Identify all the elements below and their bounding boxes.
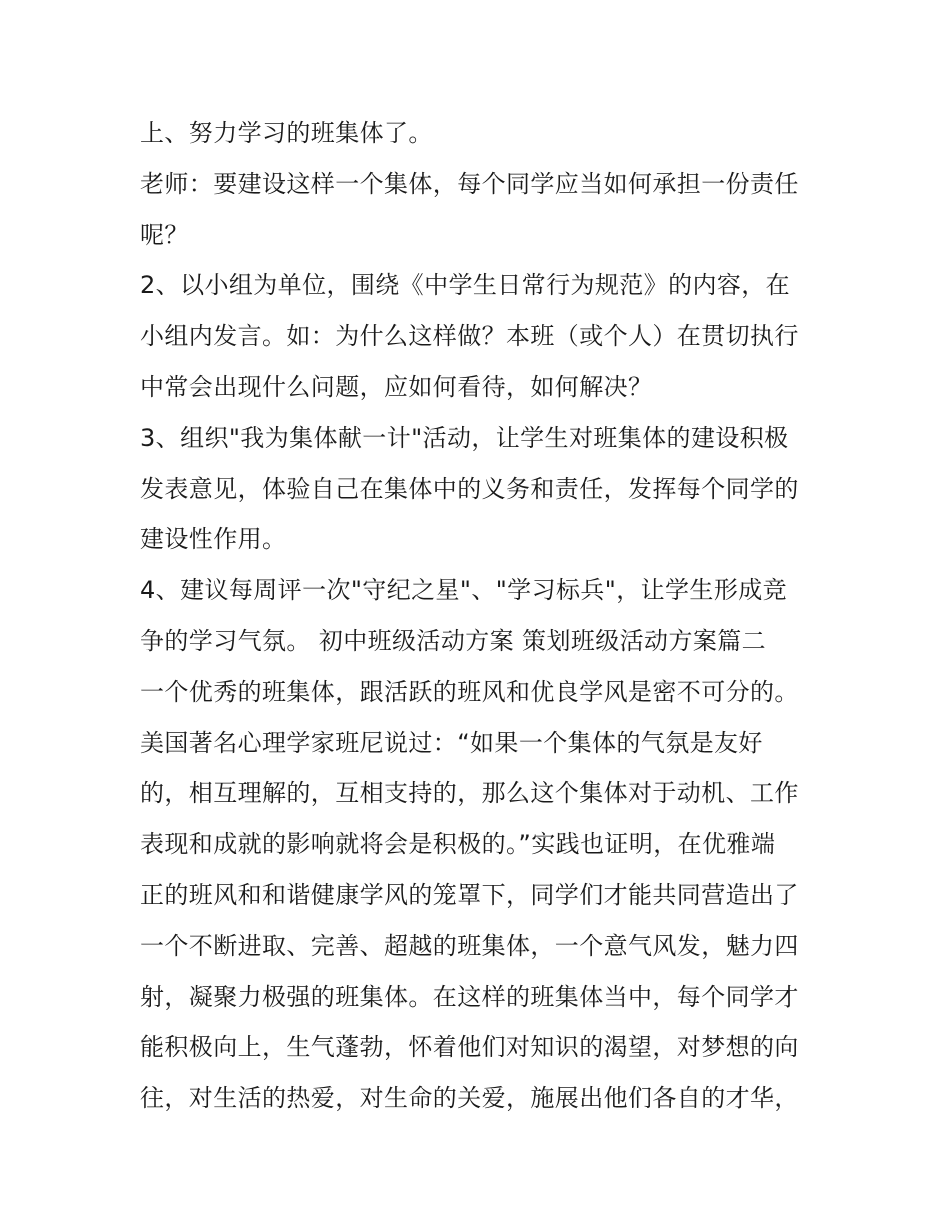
text-line: 老师：要建设这样一个集体，每个同学应当如何承担一份责任 bbox=[140, 169, 799, 198]
text-line: 表现和成就的影响就将会是积极的。”实践也证明，在优雅端 bbox=[140, 830, 776, 859]
text-line: 能积极向上，生气蓬勃，怀着他们对知识的渴望，对梦想的向 bbox=[140, 1033, 799, 1062]
text-line: 正的班风和和谐健康学风的笼罩下，同学们才能共同营造出了 bbox=[140, 880, 799, 909]
body-text bbox=[140, 108, 830, 1124]
text-line: 小组内发言。如：为什么这样做？本班（或个人）在贯切执行 bbox=[140, 322, 799, 351]
text-line: 美国著名心理学家班尼说过：“如果一个集体的气氛是友好 bbox=[140, 728, 763, 757]
text-line: 往，对生活的热爱，对生命的关爱，施展出他们各自的才华， bbox=[140, 1084, 799, 1113]
text-line: 3、组织"我为集体献一计"活动，让学生对班集体的建设积极 bbox=[140, 423, 789, 452]
text-line: 2、以小组为单位，围绕《中学生日常行为规范》的内容，在 bbox=[140, 271, 791, 300]
text-line: 发表意见，体验自己在集体中的义务和责任，发挥每个同学的 bbox=[140, 474, 799, 503]
text-line: 中常会出现什么问题，应如何看待，如何解决？ bbox=[140, 372, 653, 401]
text-line: 争的学习气氛。 初中班级活动方案 策划班级活动方案篇二 bbox=[140, 626, 767, 655]
text-line: 建设性作用。 bbox=[140, 525, 287, 554]
text-line: 的，相互理解的，互相支持的，那么这个集体对于动机、工作 bbox=[140, 779, 799, 808]
text-line: 射，凝聚力极强的班集体。在这样的班集体当中，每个同学才 bbox=[140, 982, 799, 1011]
text-line: 上、努力学习的班集体了。 bbox=[140, 119, 433, 147]
text-line: 一个不断进取、完善、超越的班集体，一个意气风发，魅力四 bbox=[140, 931, 799, 960]
text-line: 呢？ bbox=[140, 220, 189, 249]
text-line: 4、建议每周评一次"守纪之星"、"学习标兵"，让学生形成竞 bbox=[140, 576, 788, 605]
text-line: 一个优秀的班集体，跟活跃的班风和优良学风是密不可分的。 bbox=[140, 677, 799, 706]
